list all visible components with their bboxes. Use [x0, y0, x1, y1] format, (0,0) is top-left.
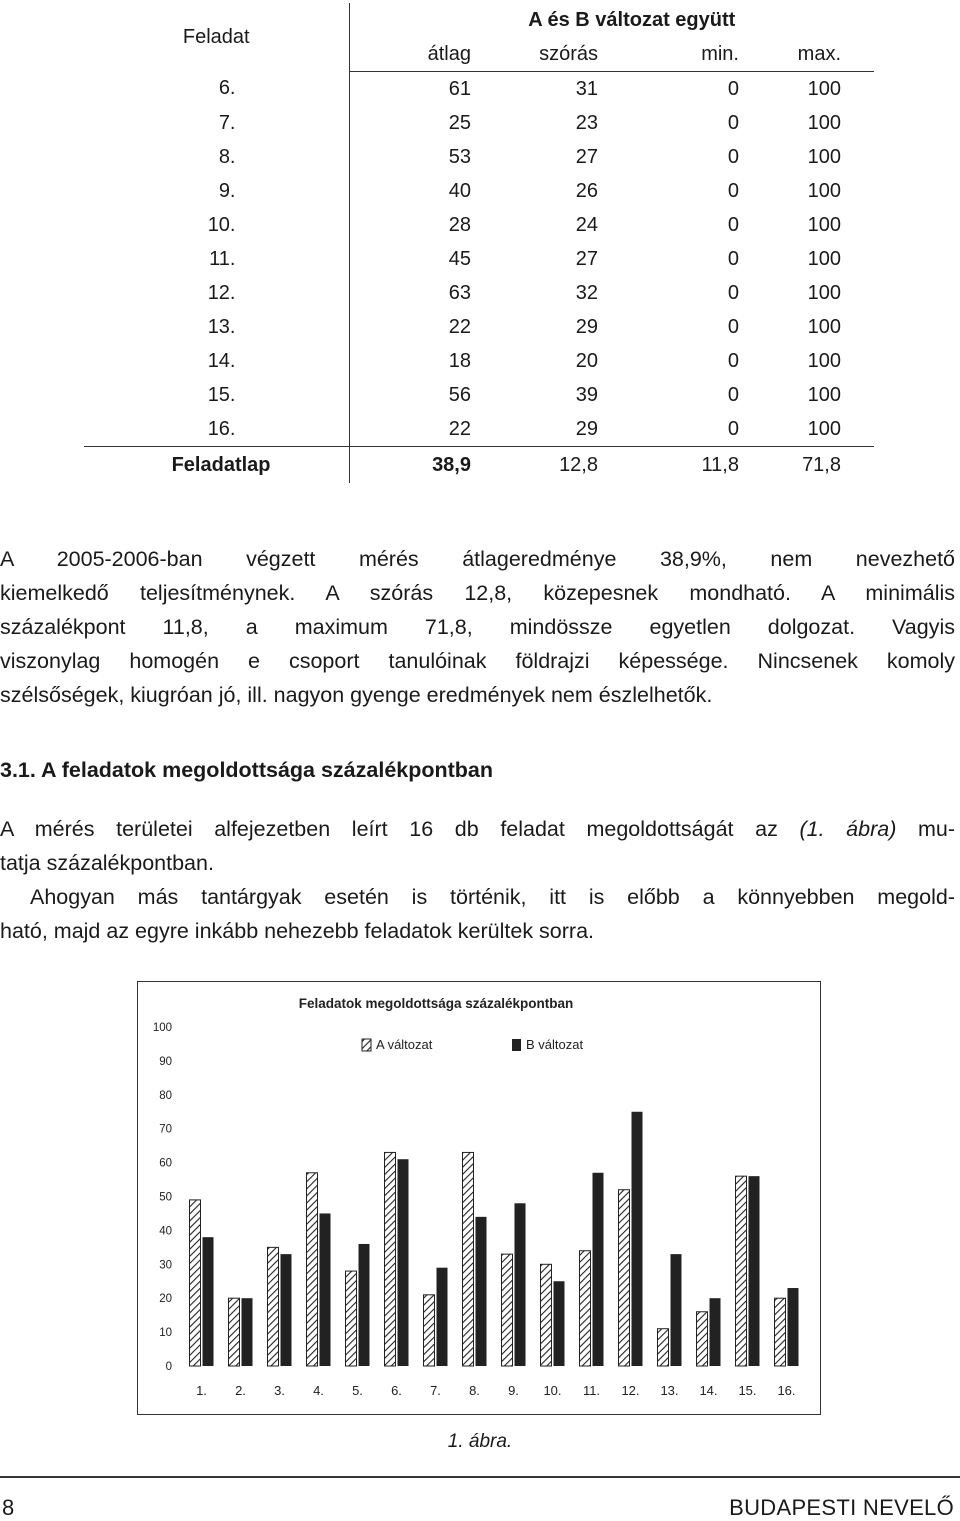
max-cell: 100	[807, 247, 841, 270]
szoras-cell: 29	[575, 315, 598, 338]
chart-title: Feladatok megoldottsága százalékpontban	[298, 996, 574, 1011]
x-tick-label: 2.	[235, 1383, 246, 1398]
task-cell: 12.	[84, 276, 349, 310]
y-tick-label: 50	[159, 1191, 172, 1204]
summary-szoras-cell: 12,8	[486, 447, 633, 484]
task-cell: 7.	[84, 106, 349, 140]
atlag-cell: 18	[448, 349, 471, 372]
summary-label: Feladatlap	[84, 447, 349, 484]
min-cell: 0	[727, 349, 739, 372]
table-row	[84, 106, 874, 140]
legend-swatch-b	[512, 1039, 521, 1051]
chart-bars	[190, 1112, 799, 1366]
table-row	[84, 310, 874, 344]
bar-chart	[137, 981, 821, 1415]
min-cell: 0	[727, 145, 739, 168]
y-tick-label: 30	[159, 1259, 172, 1272]
table-row	[84, 412, 874, 447]
task-cell: 15.	[84, 378, 349, 412]
summary-paragraph	[0, 542, 955, 712]
journal-name: BUDAPESTI NEVELŐ	[729, 1495, 954, 1520]
y-tick-label: 0	[165, 1361, 172, 1373]
x-tick-label: 7.	[430, 1383, 441, 1398]
bar-b-4	[320, 1213, 331, 1366]
x-tick-label: 6.	[391, 1383, 402, 1398]
szoras-cell: 23	[575, 111, 598, 134]
paragraph-line: szélsőségek, kiugróan jó, ill. nagyon gyenge eredmények nem észlelhetők.	[0, 683, 713, 707]
atlag-cell: 28	[448, 213, 471, 236]
col-header-szoras: szórás	[486, 37, 633, 72]
col-header-min: min.	[633, 37, 744, 72]
bar-b-6	[398, 1159, 409, 1366]
szoras-cell: 32	[575, 281, 598, 304]
x-tick-label: 1.	[196, 1383, 207, 1398]
bar-b-12	[632, 1112, 643, 1366]
summary-atlag-cell: 38,9	[349, 447, 486, 484]
atlag-cell: 45	[448, 247, 471, 270]
bar-a-3	[268, 1247, 279, 1366]
min-cell: 0	[727, 77, 739, 100]
y-tick-label: 80	[159, 1089, 172, 1102]
x-tick-label: 4.	[313, 1383, 324, 1398]
szoras-cell: 26	[575, 179, 598, 202]
max-cell: 100	[807, 417, 841, 440]
atlag-cell: 56	[448, 383, 471, 406]
bar-a-16	[775, 1298, 786, 1366]
figure-caption: 1. ábra.	[447, 1431, 513, 1452]
min-cell: 0	[727, 111, 739, 134]
bar-b-15	[749, 1176, 760, 1366]
summary-min-cell: 11,8	[633, 447, 744, 484]
intro-paragraph	[0, 812, 955, 948]
task-cell: 9.	[84, 174, 349, 208]
max-cell: 100	[807, 349, 841, 372]
paragraph-line: tatja százalékpontban.	[0, 851, 214, 875]
x-tick-label: 15.	[738, 1383, 757, 1398]
bar-b-5	[359, 1244, 370, 1366]
min-cell: 0	[727, 247, 739, 270]
szoras-cell: 27	[575, 247, 598, 270]
table-row	[84, 72, 874, 107]
bar-a-4	[307, 1173, 318, 1366]
x-tick-label: 12.	[621, 1383, 640, 1398]
szoras-cell: 20	[575, 349, 598, 372]
bar-a-7	[424, 1295, 435, 1366]
bar-a-13	[658, 1329, 669, 1366]
x-tick-label: 9.	[508, 1383, 519, 1398]
paragraph-line: kiemelkedő teljesítménynek. A szórás 12,8, közepesnek mondható. A minimális	[0, 581, 955, 605]
legend-swatch-a	[362, 1039, 371, 1051]
task-cell: 6.	[84, 72, 349, 107]
atlag-cell: 63	[448, 281, 471, 304]
y-tick-label: 70	[159, 1123, 172, 1136]
summary-row	[84, 447, 874, 484]
min-cell: 0	[727, 417, 739, 440]
bar-b-14	[710, 1298, 721, 1366]
atlag-cell: 61	[448, 77, 471, 100]
figure-reference: (1. ábra)	[799, 817, 897, 841]
group-header: A és B változat együtt	[528, 8, 736, 31]
min-cell: 0	[727, 213, 739, 236]
bar-a-1	[190, 1200, 201, 1366]
table-row	[84, 140, 874, 174]
bar-a-10	[541, 1264, 552, 1366]
bar-a-15	[736, 1176, 747, 1366]
footer-rule	[0, 1476, 960, 1478]
max-cell: 100	[807, 111, 841, 134]
bar-a-9	[502, 1254, 513, 1366]
task-cell: 8.	[84, 140, 349, 174]
atlag-cell: 22	[448, 417, 471, 440]
szoras-cell: 29	[575, 417, 598, 440]
bar-a-6	[385, 1152, 396, 1366]
chart-legend	[362, 1037, 583, 1052]
bar-a-2	[229, 1298, 240, 1366]
max-cell: 100	[807, 77, 841, 100]
task-column-header: Feladat	[84, 3, 349, 72]
task-cell: 14.	[84, 344, 349, 378]
atlag-cell: 22	[448, 315, 471, 338]
chart-canvas	[138, 982, 820, 1414]
legend-label-b: B változat	[526, 1037, 584, 1052]
max-cell: 100	[807, 383, 841, 406]
max-cell: 100	[807, 145, 841, 168]
max-cell: 100	[807, 281, 841, 304]
x-tick-label: 14.	[699, 1383, 718, 1398]
header-row	[84, 3, 874, 37]
table-row	[84, 276, 874, 310]
atlag-cell: 40	[448, 179, 471, 202]
szoras-cell: 31	[575, 77, 598, 100]
szoras-cell: 27	[575, 145, 598, 168]
bar-b-11	[593, 1173, 604, 1366]
bar-b-2	[242, 1298, 253, 1366]
max-cell: 100	[807, 179, 841, 202]
y-tick-label: 10	[159, 1327, 172, 1340]
min-cell: 0	[727, 383, 739, 406]
x-tick-label: 13.	[660, 1383, 679, 1398]
table-row	[84, 242, 874, 276]
table-row	[84, 174, 874, 208]
bar-b-1	[203, 1237, 214, 1366]
paragraph-line: Ahogyan más tantárgyak esetén is történik, itt is előbb a könnyebben megold-	[30, 885, 955, 909]
page-number: 8	[2, 1495, 15, 1520]
bar-b-16	[788, 1288, 799, 1366]
paragraph-line	[0, 812, 955, 846]
bar-a-11	[580, 1251, 591, 1366]
x-tick-label: 8.	[469, 1383, 480, 1398]
min-cell: 0	[727, 315, 739, 338]
bar-b-13	[671, 1254, 682, 1366]
col-header-atlag: átlag	[349, 37, 486, 72]
y-tick-label: 90	[159, 1055, 172, 1068]
stats-table	[84, 3, 874, 483]
max-cell: 100	[807, 213, 841, 236]
task-cell: 10.	[84, 208, 349, 242]
bar-b-10	[554, 1281, 565, 1366]
min-cell: 0	[727, 281, 739, 304]
bar-b-3	[281, 1254, 292, 1366]
task-cell: 11.	[84, 242, 349, 276]
x-tick-label: 16.	[777, 1383, 796, 1398]
paragraph-line: százalékpont 11,8, a maximum 71,8, mindössze egyetlen dolgozat. Vagyis	[0, 615, 955, 639]
table-row	[84, 208, 874, 242]
bar-a-12	[619, 1190, 630, 1366]
szoras-cell: 24	[575, 213, 598, 236]
paragraph-line: viszonylag homogén e csoport tanulóinak földrajzi képessége. Nincsenek komoly	[0, 649, 955, 673]
section-heading: 3.1. A feladatok megoldottsága százalékpontban	[0, 758, 494, 782]
atlag-cell: 25	[448, 111, 471, 134]
paragraph-line: A 2005-2006-ban végzett mérés átlageredménye 38,9%, nem nevezhető	[0, 547, 955, 571]
y-tick-label: 100	[152, 1022, 172, 1034]
line-text: mu-	[896, 817, 956, 841]
x-tick-label: 5.	[352, 1383, 363, 1398]
bar-a-5	[346, 1271, 357, 1366]
bar-b-7	[437, 1268, 448, 1366]
task-cell: 16.	[84, 412, 349, 447]
y-tick-label: 40	[159, 1225, 172, 1238]
x-tick-label: 3.	[274, 1383, 285, 1398]
min-cell: 0	[727, 179, 739, 202]
y-tick-label: 20	[159, 1293, 172, 1306]
col-header-max: max.	[744, 37, 874, 72]
x-tick-label: 10.	[543, 1383, 562, 1398]
bar-a-8	[463, 1152, 474, 1366]
bar-b-8	[476, 1217, 487, 1366]
bar-b-9	[515, 1203, 526, 1366]
line-text: A mérés területei alfejezetben leírt 16 db feladat megoldottságát az	[0, 817, 800, 841]
legend-label-a: A változat	[376, 1037, 433, 1052]
summary-max-cell: 71,8	[744, 447, 874, 484]
szoras-cell: 39	[575, 383, 598, 406]
y-tick-label: 60	[159, 1157, 172, 1170]
table-row	[84, 344, 874, 378]
atlag-cell: 53	[448, 145, 471, 168]
paragraph-line: ható, majd az egyre inkább nehezebb feladatok kerültek sorra.	[0, 919, 595, 943]
bar-a-14	[697, 1312, 708, 1366]
task-cell: 13.	[84, 310, 349, 344]
table-row	[84, 378, 874, 412]
x-tick-label: 11.	[582, 1383, 601, 1398]
max-cell: 100	[807, 315, 841, 338]
